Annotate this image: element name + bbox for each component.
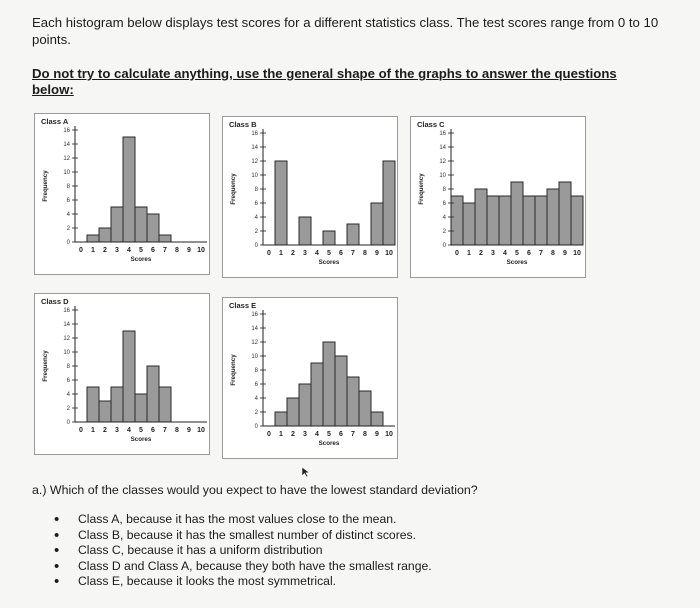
x-axis-label: Scores [130, 256, 152, 263]
x-tick-label: 9 [563, 250, 567, 257]
x-tick-label: 6 [339, 250, 343, 257]
x-tick-label: 6 [339, 431, 343, 438]
y-tick-label: 4 [254, 396, 258, 402]
y-tick-label: 4 [442, 215, 446, 221]
x-tick-label: 7 [351, 431, 355, 438]
y-tick-label: 16 [251, 131, 258, 137]
x-tick-label: 10 [573, 250, 581, 257]
histogram-svg [35, 294, 209, 454]
x-axis-label: Scores [318, 440, 340, 447]
x-tick-label: 9 [187, 247, 191, 254]
y-tick-label: 14 [63, 322, 70, 328]
y-tick-label: 12 [63, 156, 70, 162]
histogram-class-b [222, 116, 398, 278]
bar-score-7 [535, 196, 547, 245]
bar-score-7 [347, 224, 359, 245]
x-tick-label: 8 [175, 427, 179, 434]
y-tick-label: 4 [66, 392, 70, 398]
y-tick-label: 10 [63, 350, 70, 356]
bar-score-10 [383, 161, 395, 245]
x-tick-label: 6 [527, 250, 531, 257]
y-tick-label: 8 [254, 187, 258, 193]
option-class-a[interactable]: • Class A, because it has the most values close to the mean. [54, 512, 432, 528]
x-tick-label: 7 [163, 247, 167, 254]
bar-score-8 [547, 189, 559, 245]
x-tick-label: 2 [479, 250, 483, 257]
histogram-svg [35, 114, 209, 274]
y-axis-label: Frequency [418, 173, 425, 205]
x-tick-label: 5 [139, 247, 143, 254]
option-class-d-and-a[interactable]: • Class D and Class A, because they both have the smallest range. [54, 559, 432, 575]
histogram-svg [411, 117, 585, 277]
x-tick-label: 1 [467, 250, 471, 257]
bar-score-7 [159, 387, 171, 422]
x-tick-label: 3 [303, 431, 307, 438]
histogram-class-c [410, 116, 586, 278]
y-tick-label: 12 [63, 336, 70, 342]
y-tick-label: 8 [442, 187, 446, 193]
x-tick-label: 6 [151, 247, 155, 254]
bar-score-3 [299, 217, 311, 245]
x-tick-label: 9 [187, 427, 191, 434]
bar-score-4 [123, 331, 135, 422]
y-tick-label: 12 [251, 340, 258, 346]
bar-score-6 [335, 356, 347, 426]
mouse-pointer-icon [301, 466, 311, 478]
chart-title: Class A [41, 117, 69, 126]
y-tick-label: 8 [66, 364, 70, 370]
x-tick-label: 4 [503, 250, 507, 257]
bar-score-9 [371, 412, 383, 426]
bar-score-5 [135, 394, 147, 422]
x-tick-label: 10 [197, 247, 205, 254]
x-axis-label: Scores [318, 259, 340, 266]
bar-score-4 [123, 137, 135, 242]
bar-score-5 [135, 207, 147, 242]
x-tick-label: 1 [91, 247, 95, 254]
bar-score-2 [475, 189, 487, 245]
x-tick-label: 7 [351, 250, 355, 257]
x-axis-label: Scores [130, 436, 152, 443]
x-tick-label: 7 [539, 250, 543, 257]
y-tick-label: 16 [63, 128, 70, 134]
x-tick-label: 9 [375, 431, 379, 438]
chart-title: Class E [229, 301, 257, 310]
bar-score-3 [111, 207, 123, 242]
x-tick-label: 3 [303, 250, 307, 257]
bar-score-6 [147, 366, 159, 422]
bar-score-1 [87, 235, 99, 242]
y-tick-label: 2 [66, 226, 70, 232]
bar-score-10 [571, 196, 583, 245]
bar-score-9 [559, 182, 571, 245]
x-tick-label: 8 [363, 250, 367, 257]
bar-score-8 [359, 391, 371, 426]
x-tick-label: 4 [127, 247, 131, 254]
x-tick-label: 1 [91, 427, 95, 434]
y-tick-label: 14 [63, 142, 70, 148]
y-axis-label: Frequency [230, 354, 237, 386]
chart-title: Class D [41, 297, 69, 306]
bar-score-4 [499, 196, 511, 245]
x-tick-label: 0 [79, 427, 83, 434]
x-tick-label: 4 [315, 250, 319, 257]
y-tick-label: 0 [442, 243, 446, 249]
y-tick-label: 10 [251, 354, 258, 360]
bar-score-1 [463, 203, 475, 245]
y-tick-label: 16 [251, 312, 258, 318]
x-tick-label: 5 [327, 250, 331, 257]
bar-score-7 [159, 235, 171, 242]
x-tick-label: 7 [163, 427, 167, 434]
chart-title: Class C [417, 120, 445, 129]
x-tick-label: 1 [279, 431, 283, 438]
bar-score-3 [487, 196, 499, 245]
x-tick-label: 0 [267, 250, 271, 257]
x-tick-label: 9 [375, 250, 379, 257]
y-tick-label: 4 [66, 212, 70, 218]
y-tick-label: 2 [254, 229, 258, 235]
y-tick-label: 2 [66, 406, 70, 412]
bar-score-5 [323, 342, 335, 426]
x-tick-label: 2 [103, 247, 107, 254]
x-tick-label: 8 [175, 247, 179, 254]
question-text: a.) Which of the classes would you expect to have the lowest standard deviation? [32, 483, 478, 497]
y-tick-label: 0 [254, 424, 258, 430]
bar-score-6 [147, 214, 159, 242]
x-tick-label: 1 [279, 250, 283, 257]
y-tick-label: 10 [439, 173, 446, 179]
bar-score-2 [287, 398, 299, 426]
y-tick-label: 16 [439, 131, 446, 137]
y-tick-label: 14 [251, 145, 258, 151]
x-tick-label: 0 [267, 431, 271, 438]
x-tick-label: 2 [291, 431, 295, 438]
y-tick-label: 2 [254, 410, 258, 416]
x-tick-label: 5 [327, 431, 331, 438]
y-tick-label: 2 [442, 229, 446, 235]
y-tick-label: 10 [63, 170, 70, 176]
x-tick-label: 5 [139, 427, 143, 434]
y-tick-label: 12 [251, 159, 258, 165]
x-tick-label: 3 [491, 250, 495, 257]
y-tick-label: 6 [66, 198, 70, 204]
y-axis-label: Frequency [42, 350, 49, 382]
bar-score-2 [99, 401, 111, 422]
bar-score-1 [275, 161, 287, 245]
bar-score-9 [371, 203, 383, 245]
x-tick-label: 6 [151, 427, 155, 434]
x-axis-label: Scores [506, 259, 528, 266]
x-tick-label: 0 [455, 250, 459, 257]
y-axis-label: Frequency [42, 170, 49, 202]
y-tick-label: 8 [254, 368, 258, 374]
x-tick-label: 4 [315, 431, 319, 438]
y-tick-label: 6 [442, 201, 446, 207]
x-tick-label: 2 [291, 250, 295, 257]
instruction-text: Do not try to calculate anything, use the general shape of the graphs to answer the questions below: [32, 66, 617, 97]
y-tick-label: 14 [439, 145, 446, 151]
x-tick-label: 10 [197, 427, 205, 434]
option-class-c[interactable]: • Class C, because it has a uniform distribution [54, 543, 432, 559]
y-tick-label: 14 [251, 326, 258, 332]
bar-score-3 [299, 384, 311, 426]
chart-title: Class B [229, 120, 257, 129]
histogram-class-e [222, 297, 398, 459]
bar-score-2 [99, 228, 111, 242]
x-tick-label: 10 [385, 250, 393, 257]
y-tick-label: 6 [254, 201, 258, 207]
x-tick-label: 3 [115, 427, 119, 434]
option-class-b[interactable]: • Class B, because it has the smallest number of distinct scores. [54, 528, 432, 544]
intro-text: Each histogram below displays test scores for a different statistics class. The test scores range from 0 to 10 points. [32, 15, 659, 47]
option-class-e[interactable]: • Class E, because it looks the most symmetrical. [54, 574, 432, 590]
histogram-svg [223, 298, 397, 458]
y-tick-label: 4 [254, 215, 258, 221]
x-tick-label: 8 [551, 250, 555, 257]
bar-score-5 [323, 231, 335, 245]
y-tick-label: 0 [254, 243, 258, 249]
bar-score-5 [511, 182, 523, 245]
y-tick-label: 0 [66, 420, 70, 426]
y-tick-label: 6 [66, 378, 70, 384]
x-tick-label: 10 [385, 431, 393, 438]
histogram-svg [223, 117, 397, 277]
bar-score-7 [347, 377, 359, 426]
x-tick-label: 4 [127, 427, 131, 434]
bar-score-1 [87, 387, 99, 422]
y-axis-label: Frequency [230, 173, 237, 205]
y-tick-label: 16 [63, 308, 70, 314]
bar-score-1 [275, 412, 287, 426]
bar-score-3 [111, 387, 123, 422]
x-tick-label: 5 [515, 250, 519, 257]
y-tick-label: 12 [439, 159, 446, 165]
y-tick-label: 8 [66, 184, 70, 190]
x-tick-label: 0 [79, 247, 83, 254]
bar-score-4 [311, 363, 323, 426]
x-tick-label: 2 [103, 427, 107, 434]
bar-score-6 [523, 196, 535, 245]
x-tick-label: 8 [363, 431, 367, 438]
y-tick-label: 0 [66, 240, 70, 246]
y-tick-label: 6 [254, 382, 258, 388]
answer-options [54, 512, 432, 590]
histogram-class-a [34, 113, 210, 275]
histogram-class-d [34, 293, 210, 455]
x-tick-label: 3 [115, 247, 119, 254]
y-tick-label: 10 [251, 173, 258, 179]
